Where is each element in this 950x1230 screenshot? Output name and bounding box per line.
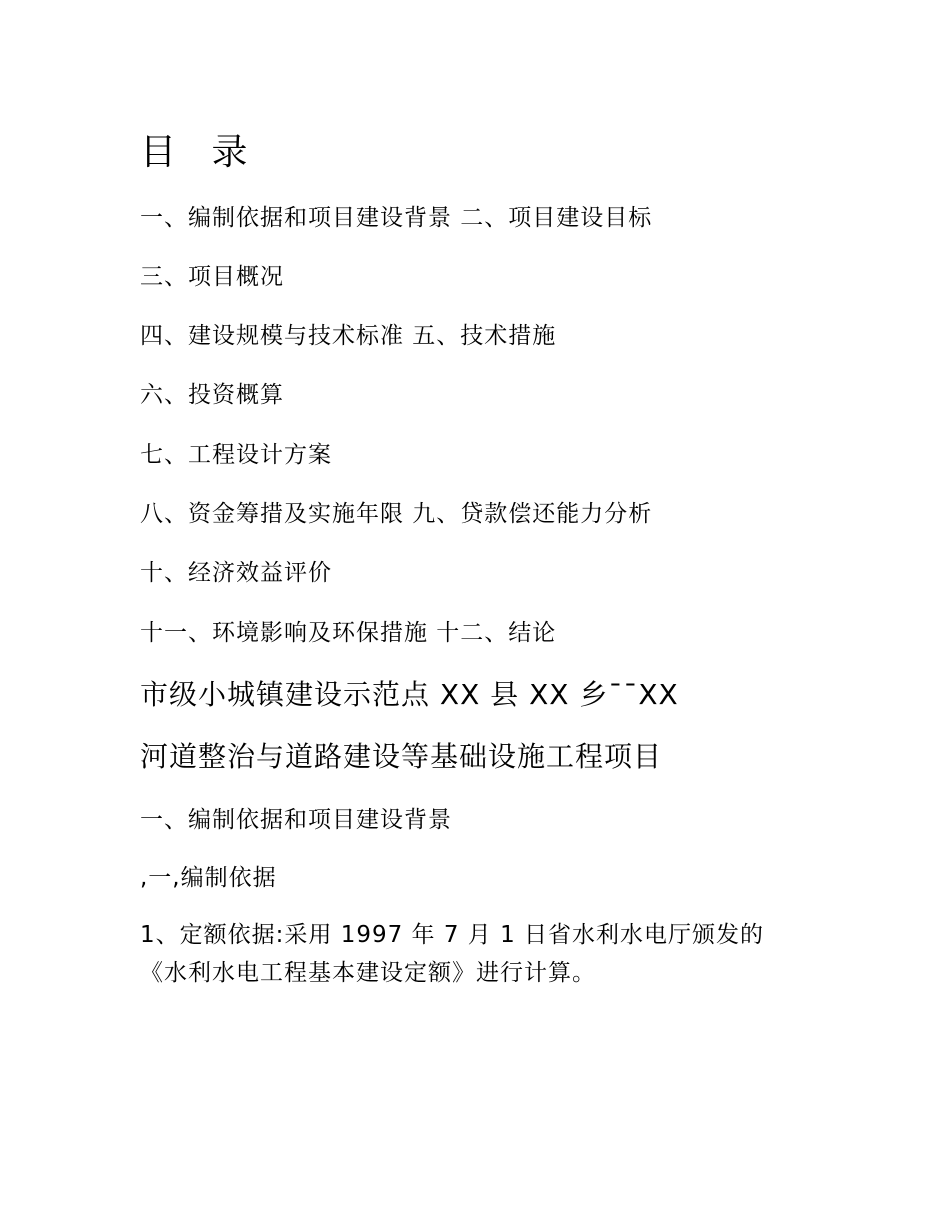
toc-title: 目 录 [140,132,260,173]
paragraph-line-2: 《水利水电工程基本建设定额》进行计算。 [140,960,596,986]
document-title-line-1: 市级小城镇建设示范点 XX 县 XX 乡¯¯XX [140,678,679,711]
document-title-line-2: 河道整治与道路建设等基础设施工程项目 [140,740,663,773]
section-heading: 一、编制依据和项目建设背景 [140,807,452,833]
paragraph-line-1: 1、定额依据:采用 1997 年 7 月 1 日省水利水电厅颁发的 [140,922,765,948]
toc-item-2: 三、项目概况 [140,264,284,290]
toc-item-4: 六、投资概算 [140,382,284,408]
toc-item-1: 一、编制依据和项目建设背景 二、项目建设目标 [140,205,653,231]
toc-item-5: 七、工程设计方案 [140,442,332,468]
toc-item-6: 八、资金筹措及实施年限 九、贷款偿还能力分析 [140,501,653,527]
subsection-heading: ,一,编制依据 [140,865,277,891]
toc-item-8: 十一、环境影响及环保措施 十二、结论 [140,620,557,646]
toc-item-3: 四、建设规模与技术标准 五、技术措施 [140,323,557,349]
toc-item-7: 十、经济效益评价 [140,560,332,586]
